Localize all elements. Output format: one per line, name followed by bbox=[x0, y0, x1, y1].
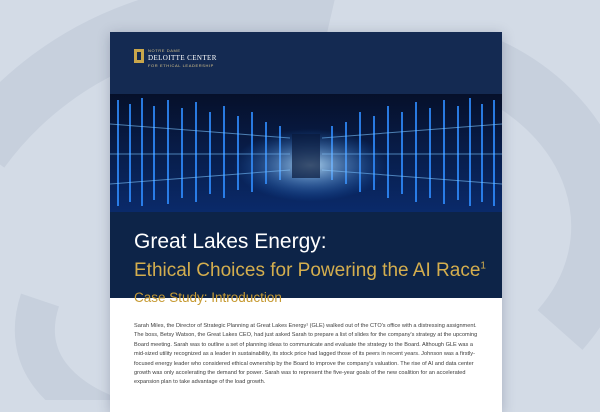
document-subtitle-text: Ethical Choices for Powering the AI Race bbox=[134, 260, 481, 281]
section-heading: Case Study: Introduction bbox=[134, 290, 282, 305]
document-page bbox=[110, 32, 502, 412]
logo-line-sub: FOR ETHICAL LEADERSHIP bbox=[148, 63, 214, 68]
document-header bbox=[110, 32, 502, 94]
document-title: Great Lakes Energy: bbox=[134, 230, 327, 253]
body-paragraph: Sarah Miles, the Director of Strategic Planning at Great Lakes Energy¹ (GLE) walked out of the CTO's office with a distressing assignment. The boss, Betsy Watson, the Great Lakes CEO, had just asked Sarah to prepare a list of slides for the company's strategy at the upcoming Board meeting. Sarah was to outline a set of planning ideas to communicate and evaluate the strategy to the Board. Although GLE was a mid-sized utility recognized as a leader in sustainability, its stock price had lagged those of its peers in recent years. Johnson was a firstly-focused energy leader who considered ethical ownership by the Board to improve the company's valuation. The rise of AI and data center growth was only accelerating the demand for power. Sarah was to represent the five-year goals of the new coalition for an accelerated expansion plan to take advantage of the load growth. bbox=[134, 323, 478, 386]
logo-line-main: DELOITTE CENTER bbox=[148, 54, 217, 62]
logo-line-small: NOTRE DAME bbox=[148, 48, 181, 53]
document-subtitle bbox=[134, 260, 486, 282]
footnote-marker: 1 bbox=[480, 260, 486, 272]
server-corridor-image bbox=[110, 94, 502, 212]
title-block bbox=[110, 212, 502, 298]
deloitte-center-logo-icon bbox=[134, 49, 144, 63]
